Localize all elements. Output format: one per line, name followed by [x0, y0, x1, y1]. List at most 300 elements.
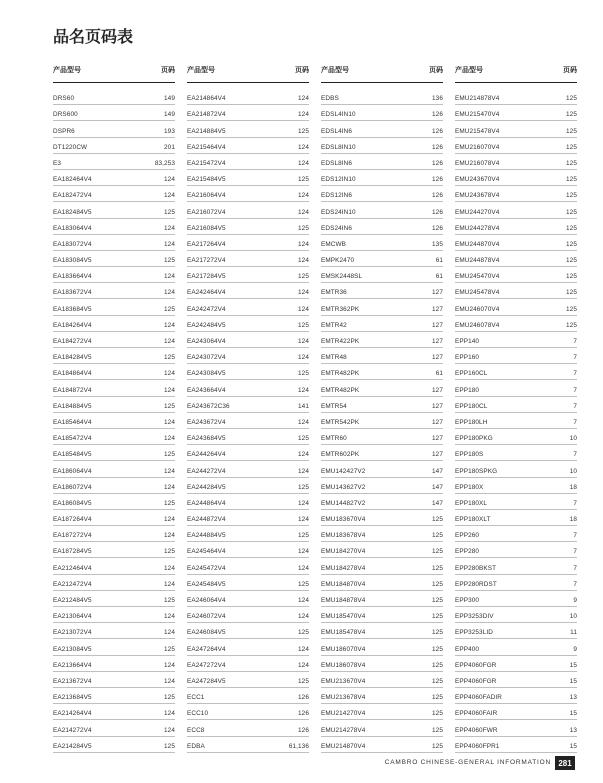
page-ref: 127 [432, 386, 443, 394]
table-row [455, 251, 577, 267]
model-number: ECC8 [187, 726, 205, 734]
table-row [321, 672, 443, 688]
model-number: EPP160 [455, 354, 480, 362]
page-ref: 7 [573, 532, 577, 540]
model-number: EPP280RDST [455, 580, 497, 588]
model-number: EA243672C36 [187, 402, 230, 410]
table-row [455, 720, 577, 736]
table-row [187, 639, 309, 655]
table-row [321, 154, 443, 170]
page-ref: 125 [432, 694, 443, 702]
table-row [187, 494, 309, 510]
page-ref: 124 [298, 95, 309, 103]
page-ref: 125 [298, 435, 309, 443]
table-row [187, 607, 309, 623]
table-row [53, 688, 175, 704]
table-row [455, 364, 577, 380]
page-ref: 124 [164, 386, 175, 394]
model-number: EA244284V5 [187, 483, 226, 491]
table-row [53, 186, 175, 202]
model-number: EA184264V4 [53, 321, 92, 329]
model-number: EA212464V4 [53, 564, 92, 572]
model-number: EPP260 [455, 532, 480, 540]
page-ref: 125 [432, 677, 443, 685]
table-row [455, 558, 577, 574]
model-number: EMU244278V4 [455, 224, 500, 232]
table-row [455, 89, 577, 105]
model-number: EMU213678V4 [321, 694, 366, 702]
model-number: EA242464V4 [187, 289, 226, 297]
table-row [53, 235, 175, 251]
model-number: EA245484V5 [187, 580, 226, 588]
table-row [53, 526, 175, 542]
table-row [321, 639, 443, 655]
table-row [53, 510, 175, 526]
page-ref: 149 [164, 95, 175, 103]
page-ref: 10 [569, 613, 577, 621]
table-row [187, 720, 309, 736]
page-ref: 125 [164, 499, 175, 507]
table-row [53, 397, 175, 413]
page-ref: 124 [164, 289, 175, 297]
model-number: EDS12IN10 [321, 176, 356, 184]
model-number: EPP180S [455, 451, 484, 459]
table-row [455, 202, 577, 218]
page-ref: 125 [298, 677, 309, 685]
model-number: EA186072V4 [53, 483, 92, 491]
model-number: EDSL8IN6 [321, 159, 352, 167]
model-number: EMTR422PK [321, 338, 360, 345]
table-row [53, 283, 175, 299]
table-row [187, 299, 309, 315]
table-row [53, 445, 175, 461]
table-row [321, 445, 443, 461]
model-number: EPP140 [455, 338, 480, 345]
table-row [321, 413, 443, 429]
page-ref: 125 [298, 532, 309, 540]
model-number: EA184864V4 [53, 370, 92, 378]
model-number: EA247264V4 [187, 645, 226, 653]
table-row [53, 607, 175, 623]
model-number: EA244872V4 [187, 516, 226, 524]
table-row [53, 558, 175, 574]
table-row [53, 478, 175, 494]
table-row [321, 478, 443, 494]
table-row [455, 219, 577, 235]
model-number: DRS60 [53, 95, 75, 103]
table-row [187, 219, 309, 235]
page-ref: 124 [298, 354, 309, 362]
page-ref: 124 [164, 629, 175, 637]
page-ref: 149 [164, 111, 175, 119]
page-ref: 124 [298, 111, 309, 119]
page-ref: 11 [570, 629, 577, 637]
model-number: EA212484V5 [53, 597, 92, 604]
table-row [455, 267, 577, 283]
table-row [187, 397, 309, 413]
model-number: EMSK2448SL [321, 273, 363, 281]
model-number: EMTR48 [321, 354, 347, 362]
page-ref: 126 [432, 224, 443, 232]
page-ref: 125 [566, 159, 577, 167]
table-row [455, 494, 577, 510]
table-row [187, 138, 309, 154]
table-row [455, 688, 577, 704]
table-row [455, 332, 577, 348]
page-ref: 126 [432, 143, 443, 151]
page-ref: 124 [164, 273, 175, 281]
table-row [53, 364, 175, 380]
page-ref: 147 [432, 467, 443, 475]
table-row [53, 332, 175, 348]
table-row [53, 591, 175, 607]
table-row [187, 89, 309, 105]
model-number: EA243072V4 [187, 354, 226, 362]
page-ref: 147 [432, 483, 443, 491]
model-number: EMU215478V4 [455, 127, 500, 135]
page-ref: 125 [432, 661, 443, 669]
table-row [455, 575, 577, 591]
page-ref: 126 [432, 208, 443, 216]
page-ref: 124 [298, 386, 309, 394]
model-number: EMCWB [321, 240, 346, 248]
model-number: EA216072V4 [187, 208, 226, 216]
page-footer [0, 756, 603, 772]
page-ref: 125 [298, 127, 309, 135]
model-number: EA213684V5 [53, 694, 92, 702]
model-number: EA214864V4 [187, 95, 226, 103]
model-number: EMU214870V4 [321, 742, 366, 750]
header-model-label: 产品型号 [455, 66, 483, 74]
model-number: DRS600 [53, 111, 78, 119]
model-number: EA215472V4 [187, 159, 226, 167]
model-number: EA213084V5 [53, 645, 92, 653]
page-ref: 124 [298, 661, 309, 669]
page-ref: 125 [432, 564, 443, 572]
table-row [455, 591, 577, 607]
page-ref: 125 [432, 580, 443, 588]
model-number: EA213064V4 [53, 613, 92, 621]
page-ref: 13 [569, 726, 577, 734]
model-number: EMPK2470 [321, 257, 355, 265]
table-row [187, 510, 309, 526]
model-number: EMTR60 [321, 435, 347, 443]
model-number: EA242484V5 [187, 321, 226, 329]
table-row [53, 575, 175, 591]
model-number: EA214884V5 [187, 127, 226, 135]
page-ref: 7 [573, 402, 577, 410]
page-ref: 125 [164, 645, 175, 653]
model-number: EA183684V5 [53, 305, 92, 313]
table-row [321, 720, 443, 736]
page-ref: 125 [164, 694, 175, 702]
table-row [455, 154, 577, 170]
table-row [187, 105, 309, 121]
table-row [321, 380, 443, 396]
page-ref: 124 [298, 208, 309, 216]
model-number: EDSL8IN10 [321, 143, 356, 151]
page-ref: 126 [432, 127, 443, 135]
page-ref: 125 [432, 645, 443, 653]
table-row [187, 316, 309, 332]
table-row [455, 413, 577, 429]
table-row [455, 348, 577, 364]
index-column [53, 62, 175, 753]
table-row [187, 364, 309, 380]
table-row [455, 283, 577, 299]
model-number: EPP3253DIV [455, 613, 494, 621]
table-row [53, 494, 175, 510]
page-ref: 7 [573, 580, 577, 588]
table-row [321, 558, 443, 574]
table-row [187, 429, 309, 445]
table-row [53, 656, 175, 672]
page-ref: 124 [164, 418, 175, 426]
header-rule [321, 82, 443, 83]
model-number: EPP180XLT [455, 516, 491, 524]
table-row [321, 526, 443, 542]
page-ref: 126 [432, 176, 443, 184]
table-row [321, 202, 443, 218]
table-row [321, 623, 443, 639]
model-number: EMU186070V4 [321, 645, 366, 653]
page-ref: 124 [298, 564, 309, 572]
page-ref: 61 [435, 273, 443, 281]
model-number: EMU243670V4 [455, 176, 500, 184]
model-number: EA185484V5 [53, 451, 92, 459]
page-ref: 125 [566, 305, 577, 313]
table-row [455, 380, 577, 396]
page-ref: 127 [432, 418, 443, 426]
page-ref: 7 [573, 386, 577, 394]
model-number: DT1220CW [53, 143, 88, 151]
model-number: EA213072V4 [53, 629, 92, 637]
index-column [187, 62, 309, 753]
table-row [53, 672, 175, 688]
model-number: EMU216078V4 [455, 159, 500, 167]
model-number: EPP300 [455, 597, 480, 604]
model-number: EMTR42 [321, 321, 347, 329]
page-ref: 61,136 [288, 742, 309, 750]
model-number: EA183072V4 [53, 240, 92, 248]
page-ref: 7 [573, 418, 577, 426]
table-row [455, 397, 577, 413]
page-ref: 7 [573, 499, 577, 507]
model-number: EPP400 [455, 645, 480, 653]
model-number: EA215464V4 [187, 143, 226, 151]
model-number: EPP180PKG [455, 435, 493, 443]
table-row [321, 591, 443, 607]
page-ref: 124 [164, 532, 175, 540]
model-number: EMU244270V4 [455, 208, 500, 216]
page-ref: 124 [298, 192, 309, 200]
page-ref: 124 [298, 645, 309, 653]
header-model-label: 产品型号 [187, 66, 215, 74]
model-number: EMU244878V4 [455, 257, 500, 265]
page-ref: 126 [298, 710, 309, 718]
page-ref: 125 [432, 597, 443, 604]
page-ref: 193 [164, 127, 175, 135]
table-row [187, 542, 309, 558]
header-page-label: 页码 [563, 66, 577, 74]
page-ref: 125 [298, 273, 309, 281]
model-number: EA216064V4 [187, 192, 226, 200]
page-ref: 124 [164, 483, 175, 491]
table-row [455, 704, 577, 720]
model-number: EA217272V4 [187, 257, 226, 265]
page-ref: 124 [164, 321, 175, 329]
table-row [321, 461, 443, 477]
page-ref: 125 [432, 548, 443, 556]
model-number: EMU245478V4 [455, 289, 500, 297]
model-number: EMU143627V2 [321, 483, 366, 491]
table-row [53, 267, 175, 283]
model-number: EA184884V5 [53, 402, 92, 410]
page-ref: 125 [432, 710, 443, 718]
table-row [187, 283, 309, 299]
page-ref: 125 [298, 580, 309, 588]
model-number: EA186084V5 [53, 499, 92, 507]
table-row [53, 138, 175, 154]
page-ref: 135 [432, 240, 443, 248]
page-ref: 125 [298, 224, 309, 232]
table-row [455, 542, 577, 558]
page-ref: 124 [164, 240, 175, 248]
table-row [455, 429, 577, 445]
index-column [321, 62, 443, 753]
column-header [53, 62, 175, 78]
table-row [321, 251, 443, 267]
page-ref: 15 [569, 661, 577, 669]
model-number: EMU216070V4 [455, 143, 500, 151]
model-number: EMU186078V4 [321, 661, 366, 669]
page-ref: 15 [569, 742, 577, 750]
page-ref: 127 [432, 289, 443, 297]
table-row [187, 526, 309, 542]
page-ref: 127 [432, 338, 443, 345]
model-number: EA243064V4 [187, 338, 226, 345]
page-ref: 126 [298, 726, 309, 734]
model-number: EDSL4IN6 [321, 127, 352, 135]
page-ref: 125 [298, 321, 309, 329]
header-rule [455, 82, 577, 83]
table-row [321, 299, 443, 315]
table-row [321, 575, 443, 591]
table-row [455, 656, 577, 672]
table-row [321, 510, 443, 526]
model-number: EA242472V4 [187, 305, 226, 313]
model-number: EMU144827V2 [321, 499, 366, 507]
table-row [53, 121, 175, 137]
model-number: ECC1 [187, 694, 205, 702]
page-ref: 124 [164, 710, 175, 718]
model-number: EMU214278V4 [321, 726, 366, 734]
model-number: EMTR602PK [321, 451, 360, 459]
table-row [455, 607, 577, 623]
page-ref: 7 [573, 354, 577, 362]
model-number: EDSL4IN10 [321, 111, 356, 119]
page-ref: 125 [566, 176, 577, 184]
page-ref: 125 [164, 597, 175, 604]
table-row [187, 121, 309, 137]
page-ref: 125 [432, 532, 443, 540]
page-ref: 10 [569, 467, 577, 475]
model-number: EPP280BKST [455, 564, 497, 572]
table-row [187, 202, 309, 218]
table-row [321, 688, 443, 704]
model-number: EA214284V5 [53, 742, 92, 750]
table-row [187, 656, 309, 672]
table-row [187, 623, 309, 639]
model-number: EA246084V5 [187, 629, 226, 637]
model-number: EA244264V4 [187, 451, 226, 459]
column-header [187, 62, 309, 78]
model-number: EA243664V4 [187, 386, 226, 394]
model-number: EMTR482PK [321, 370, 360, 378]
table-row [53, 429, 175, 445]
model-number: EMU213670V4 [321, 677, 366, 685]
column-header [455, 62, 577, 78]
page-ref: 124 [164, 613, 175, 621]
table-row [53, 170, 175, 186]
model-number: E3 [53, 159, 62, 167]
page-ref: 125 [566, 321, 577, 329]
page-ref: 124 [298, 597, 309, 604]
table-row [321, 494, 443, 510]
model-number: EPP4060FGR [455, 661, 497, 669]
model-number: EA216084V5 [187, 224, 226, 232]
table-row [321, 704, 443, 720]
page-ref: 125 [432, 726, 443, 734]
model-number: EPP4060FPR1 [455, 742, 500, 750]
page-ref: 125 [164, 742, 175, 750]
table-row [455, 186, 577, 202]
page-ref: 126 [432, 159, 443, 167]
table-row [187, 235, 309, 251]
table-row [321, 105, 443, 121]
table-row [321, 89, 443, 105]
model-number: EA187284V5 [53, 548, 92, 556]
page-ref: 124 [298, 613, 309, 621]
model-number: EDBA [187, 742, 205, 750]
table-row [455, 121, 577, 137]
model-number: EA183084V5 [53, 257, 92, 265]
table-row [53, 461, 175, 477]
table-row [53, 202, 175, 218]
model-number: EPP4060FADIR [455, 694, 503, 702]
page-ref: 125 [566, 224, 577, 232]
page-ref: 15 [569, 710, 577, 718]
page-ref: 147 [432, 499, 443, 507]
table-row [455, 235, 577, 251]
table-row [455, 478, 577, 494]
page-ref: 124 [298, 516, 309, 524]
table-row [187, 170, 309, 186]
page-ref: 126 [298, 694, 309, 702]
header-model-label: 产品型号 [53, 66, 81, 74]
model-number: EPP180LH [455, 418, 488, 426]
table-row [53, 105, 175, 121]
page-ref: 125 [164, 354, 175, 362]
table-row [53, 623, 175, 639]
page-ref: 125 [566, 127, 577, 135]
table-row [53, 413, 175, 429]
page-ref: 201 [164, 143, 175, 151]
page-number: 281 [555, 756, 575, 770]
page-ref: 124 [298, 159, 309, 167]
page-ref: 125 [298, 629, 309, 637]
table-row [321, 737, 443, 753]
